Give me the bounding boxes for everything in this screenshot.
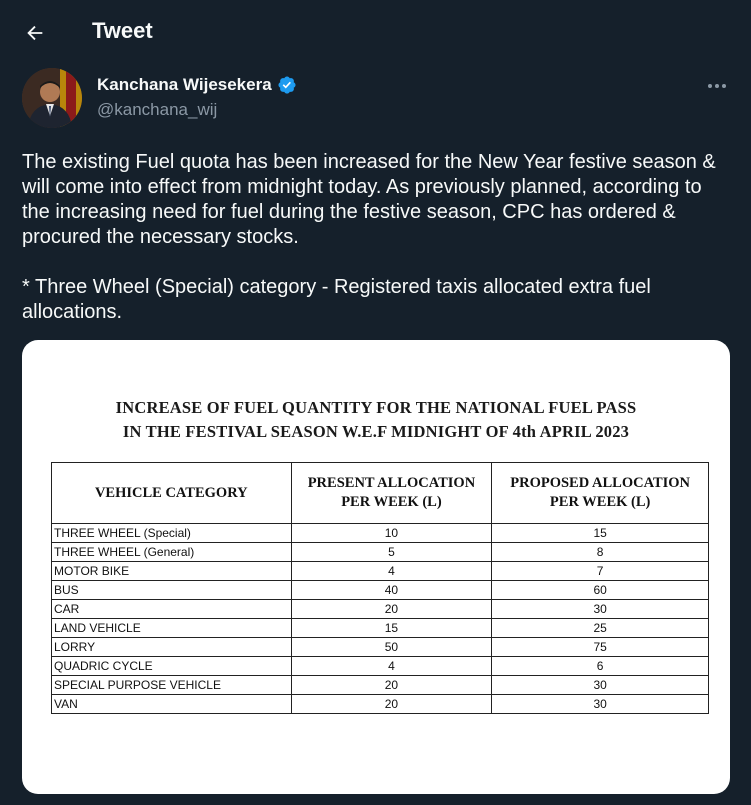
cell-proposed-allocation: 15 [492, 524, 709, 543]
tweet-text [22, 150, 722, 350]
tweet-header [0, 0, 751, 62]
table-row [52, 524, 709, 543]
table-row [52, 695, 709, 714]
author-name[interactable] [97, 75, 297, 95]
cell-present-allocation: 15 [291, 619, 492, 638]
cell-present-allocation: 40 [291, 581, 492, 600]
table-row [52, 543, 709, 562]
arrow-left-icon [24, 22, 46, 44]
table-row [52, 657, 709, 676]
cell-vehicle-category: THREE WHEEL (Special) [52, 524, 292, 543]
cell-present-allocation: 20 [291, 676, 492, 695]
cell-present-allocation: 20 [291, 695, 492, 714]
document-title [22, 396, 730, 444]
cell-proposed-allocation: 6 [492, 657, 709, 676]
fuel-allocation-table [51, 462, 709, 714]
cell-vehicle-category: QUADRIC CYCLE [52, 657, 292, 676]
table-row [52, 562, 709, 581]
table-row [52, 600, 709, 619]
cell-vehicle-category: CAR [52, 600, 292, 619]
header-proposed-allocation: PROPOSED ALLOCATION PER WEEK (L) [492, 463, 709, 524]
more-options-button[interactable] [700, 72, 734, 100]
cell-proposed-allocation: 30 [492, 600, 709, 619]
cell-proposed-allocation: 25 [492, 619, 709, 638]
table-row [52, 581, 709, 600]
cell-present-allocation: 4 [291, 562, 492, 581]
author-name-text: Kanchana Wijesekera [97, 75, 272, 94]
cell-present-allocation: 4 [291, 657, 492, 676]
tweet-paragraph: The existing Fuel quota has been increased for the New Year festive season & will come into effect from midnight today. As previously planned, according to the increasing need for fuel during the festive season, CPC has ordered & procured the necessary stocks. [22, 151, 716, 248]
verified-badge-icon [277, 75, 297, 95]
cell-proposed-allocation: 7 [492, 562, 709, 581]
cell-present-allocation: 5 [291, 543, 492, 562]
page-title: Tweet [92, 18, 153, 43]
avatar-image [22, 68, 82, 128]
header-vehicle-category: VEHICLE CATEGORY [52, 463, 292, 524]
header-present-allocation: PRESENT ALLOCATION PER WEEK (L) [291, 463, 492, 524]
more-horizontal-icon [706, 82, 728, 90]
tweet-paragraph: * Three Wheel (Special) category - Registered taxis allocated extra fuel allocations. [22, 276, 651, 323]
cell-present-allocation: 20 [291, 600, 492, 619]
table-header-row [52, 463, 709, 524]
author-handle[interactable]: @kanchana_wij [97, 100, 218, 119]
cell-present-allocation: 50 [291, 638, 492, 657]
document-title-line: IN THE FESTIVAL SEASON W.E.F MIDNIGHT OF 4th APRIL 2023 [122, 422, 630, 441]
table-row [52, 638, 709, 657]
cell-vehicle-category: VAN [52, 695, 292, 714]
tweet-media-image[interactable] [22, 340, 730, 794]
cell-proposed-allocation: 30 [492, 695, 709, 714]
cell-vehicle-category: THREE WHEEL (General) [52, 543, 292, 562]
back-button[interactable] [18, 16, 52, 50]
cell-proposed-allocation: 60 [492, 581, 709, 600]
cell-vehicle-category: LAND VEHICLE [52, 619, 292, 638]
table-row [52, 676, 709, 695]
cell-present-allocation: 10 [291, 524, 492, 543]
cell-proposed-allocation: 30 [492, 676, 709, 695]
cell-proposed-allocation: 75 [492, 638, 709, 657]
document-title-line: INCREASE OF FUEL QUANTITY FOR THE NATIONAL FUEL PASS [115, 398, 637, 417]
cell-vehicle-category: BUS [52, 581, 292, 600]
cell-vehicle-category: SPECIAL PURPOSE VEHICLE [52, 676, 292, 695]
author-avatar[interactable] [22, 68, 82, 128]
table-row [52, 619, 709, 638]
cell-proposed-allocation: 8 [492, 543, 709, 562]
cell-vehicle-category: LORRY [52, 638, 292, 657]
cell-vehicle-category: MOTOR BIKE [52, 562, 292, 581]
